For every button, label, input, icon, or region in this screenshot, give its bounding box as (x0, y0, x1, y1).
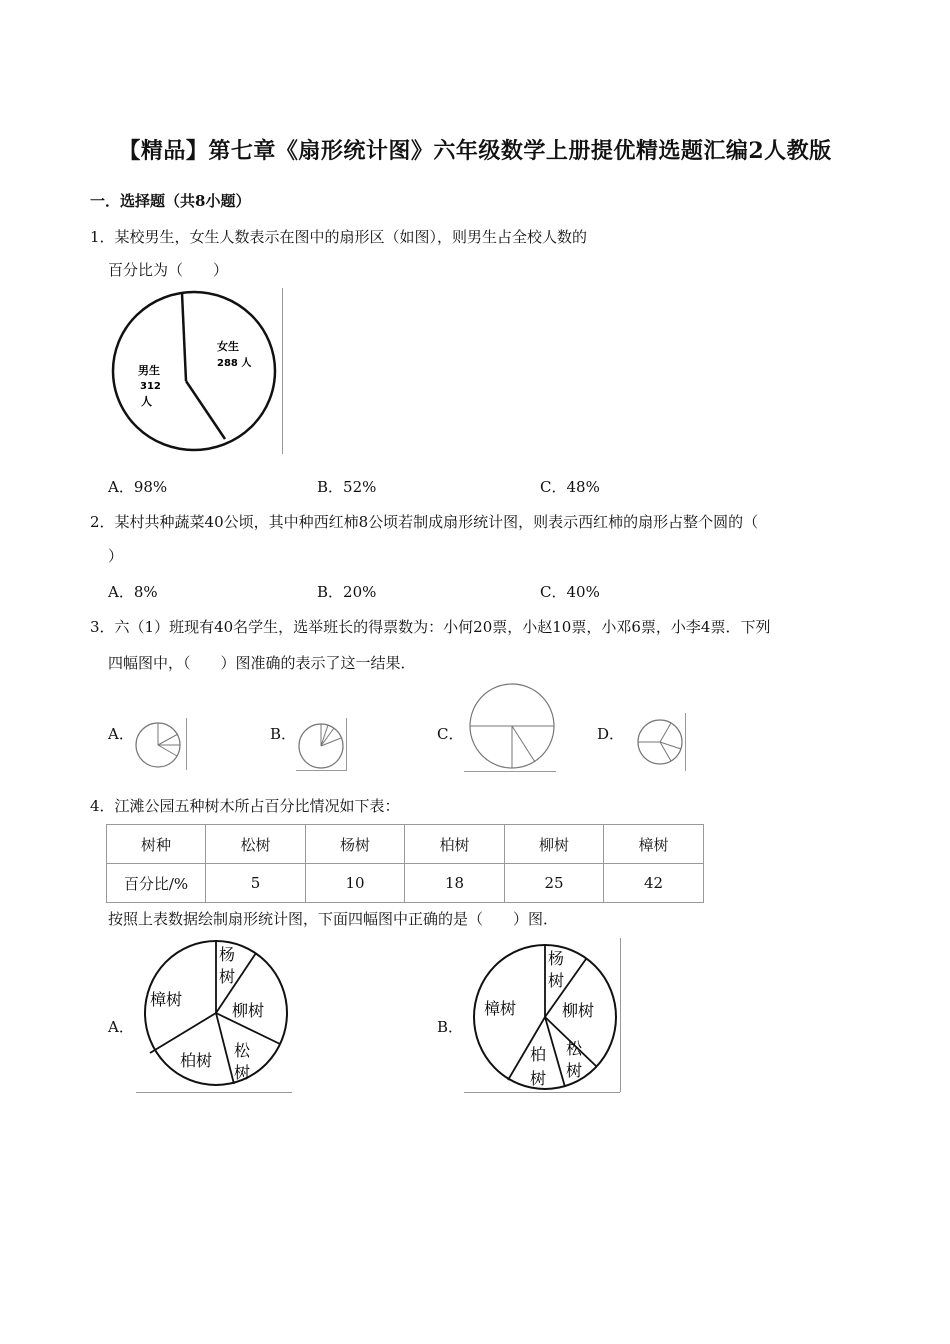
q2-option-b[interactable]: B．20% (317, 583, 377, 601)
q1-option-c[interactable]: C．48% (540, 478, 600, 496)
q4-option-b[interactable]: B． (437, 1018, 464, 1036)
q4-pie-b-label-yang-2: 树 (548, 971, 565, 990)
q3-pie-a-radius-4 (158, 745, 177, 756)
q4-pie-b-label-liu: 柳树 (562, 1001, 595, 1020)
q1-label-boys-3: 人 (141, 395, 152, 408)
q4-b-border-bottom (464, 1092, 620, 1093)
table-row-label: 百分比/% (107, 864, 206, 903)
q4-pie-a-label-liu: 柳树 (232, 1001, 265, 1020)
q4-stem: 4．江滩公园五种树木所占百分比情况如下表： (90, 797, 400, 815)
q4-pie-a-radius-5 (150, 1013, 216, 1053)
q4-data-table (106, 824, 704, 903)
q1-label-girls-2: 288 人 (217, 358, 252, 369)
q1-label-boys-2: 312 (140, 381, 161, 392)
q4-b-border-right (620, 938, 621, 1092)
table-header-cell: 杨树 (306, 825, 405, 864)
q4-pie-b-label-song-1: 松 (566, 1039, 583, 1058)
q2-stem-line1: 2．某村共种蔬菜40公顷，其中种西红柿8公顷若制成扇形统计图，则表示西红柿的扇形占整个圆的（ (90, 513, 759, 531)
q3-b-border-right (346, 718, 347, 771)
q3-pie-d-radius-2 (660, 723, 671, 742)
q4-pie-b-label-yang-1: 杨 (548, 949, 565, 968)
q3-b-border-bottom (296, 770, 346, 771)
q3-stem-line1: 3．六（1）班现有40名学生，选举班长的得票数为：小何20票，小赵10票，小邓6票，小李4票．下列 (90, 618, 771, 636)
q3-option-c[interactable]: C． (437, 725, 464, 743)
q1-option-b[interactable]: B．52% (317, 478, 377, 496)
q3-option-b[interactable]: B． (270, 725, 297, 743)
table-cell: 10 (306, 864, 405, 903)
table-row (107, 825, 704, 864)
q1-stem-line1: 1．某校男生，女生人数表示在图中的扇形区（如图），则男生占全校人数的 (90, 228, 588, 246)
q2-option-a[interactable]: A．8% (108, 583, 158, 601)
q1-figure-border (282, 288, 283, 454)
table-header-cell: 柳树 (505, 825, 604, 864)
q4-a-border (136, 1092, 292, 1093)
q4-follow: 按照上表数据绘制扇形统计图，下面四幅图中正确的是（ ）图． (108, 910, 559, 928)
table-cell: 5 (206, 864, 306, 903)
q4-pie-a-label-yang-1: 杨 (219, 945, 236, 964)
q1-pie-divider-bottom (186, 381, 225, 439)
q1-stem-line2: 百分比为（ ） (108, 261, 229, 279)
q1-label-girls-1: 女生 (217, 340, 239, 353)
q3-pie-a[interactable] (128, 714, 188, 774)
table-cell: 18 (405, 864, 505, 903)
q3-pie-c-radius-3 (512, 726, 535, 762)
q2-stem-line2: ） (108, 547, 124, 565)
q3-a-border (186, 718, 187, 770)
q3-option-a[interactable]: A． (108, 725, 134, 743)
q4-pie-a[interactable] (134, 938, 294, 1094)
q3-option-d[interactable]: D． (597, 725, 625, 743)
q3-stem-line2: 四幅图中，（ ）图准确的表示了这一结果． (108, 654, 416, 672)
q3-pie-c[interactable] (464, 682, 560, 776)
q4-pie-b-label-bai-1: 柏 (530, 1045, 547, 1064)
q4-pie-b-label-bai-2: 树 (530, 1069, 547, 1088)
q4-pie-b-label-song-2: 树 (566, 1061, 583, 1080)
q4-pie-b-label-zhang: 樟树 (484, 999, 517, 1018)
q4-option-a[interactable]: A． (108, 1018, 134, 1036)
q1-option-a[interactable]: A．98% (108, 478, 168, 496)
q4-pie-a-radius-4 (216, 1013, 234, 1084)
q4-pie-a-label-bai: 柏树 (180, 1051, 213, 1070)
q1-pie-divider-top (182, 293, 186, 381)
table-row (107, 864, 704, 903)
q3-pie-b-radius-4 (321, 725, 328, 746)
section-heading: 一．选择题（共8小题） (90, 192, 251, 210)
page-title: 【精品】第七章《扇形统计图》六年级数学上册提优精选题汇编2人教版 (118, 138, 832, 164)
q3-c-border-bottom (464, 771, 556, 772)
q2-option-c[interactable]: C．40% (540, 583, 600, 601)
table-cell: 25 (505, 864, 604, 903)
q4-pie-a-label-song-1: 松 (234, 1041, 251, 1060)
q4-pie-a-label-song-2: 树 (234, 1063, 251, 1082)
q3-pie-a-radius-3 (158, 734, 178, 745)
table-header-cell: 树种 (107, 825, 206, 864)
q4-pie-a-label-yang-2: 树 (219, 967, 236, 986)
table-header-cell: 松树 (206, 825, 306, 864)
q3-d-border (685, 713, 686, 771)
q3-pie-d[interactable] (622, 712, 688, 774)
q1-label-boys-1: 男生 (138, 364, 160, 377)
table-header-cell: 柏树 (405, 825, 505, 864)
q1-pie-chart (110, 288, 290, 458)
q4-pie-a-label-zhang: 樟树 (150, 990, 183, 1009)
table-header-cell: 樟树 (604, 825, 704, 864)
q4-pie-b[interactable] (464, 938, 624, 1094)
table-cell: 42 (604, 864, 704, 903)
q3-pie-b[interactable] (292, 714, 352, 774)
